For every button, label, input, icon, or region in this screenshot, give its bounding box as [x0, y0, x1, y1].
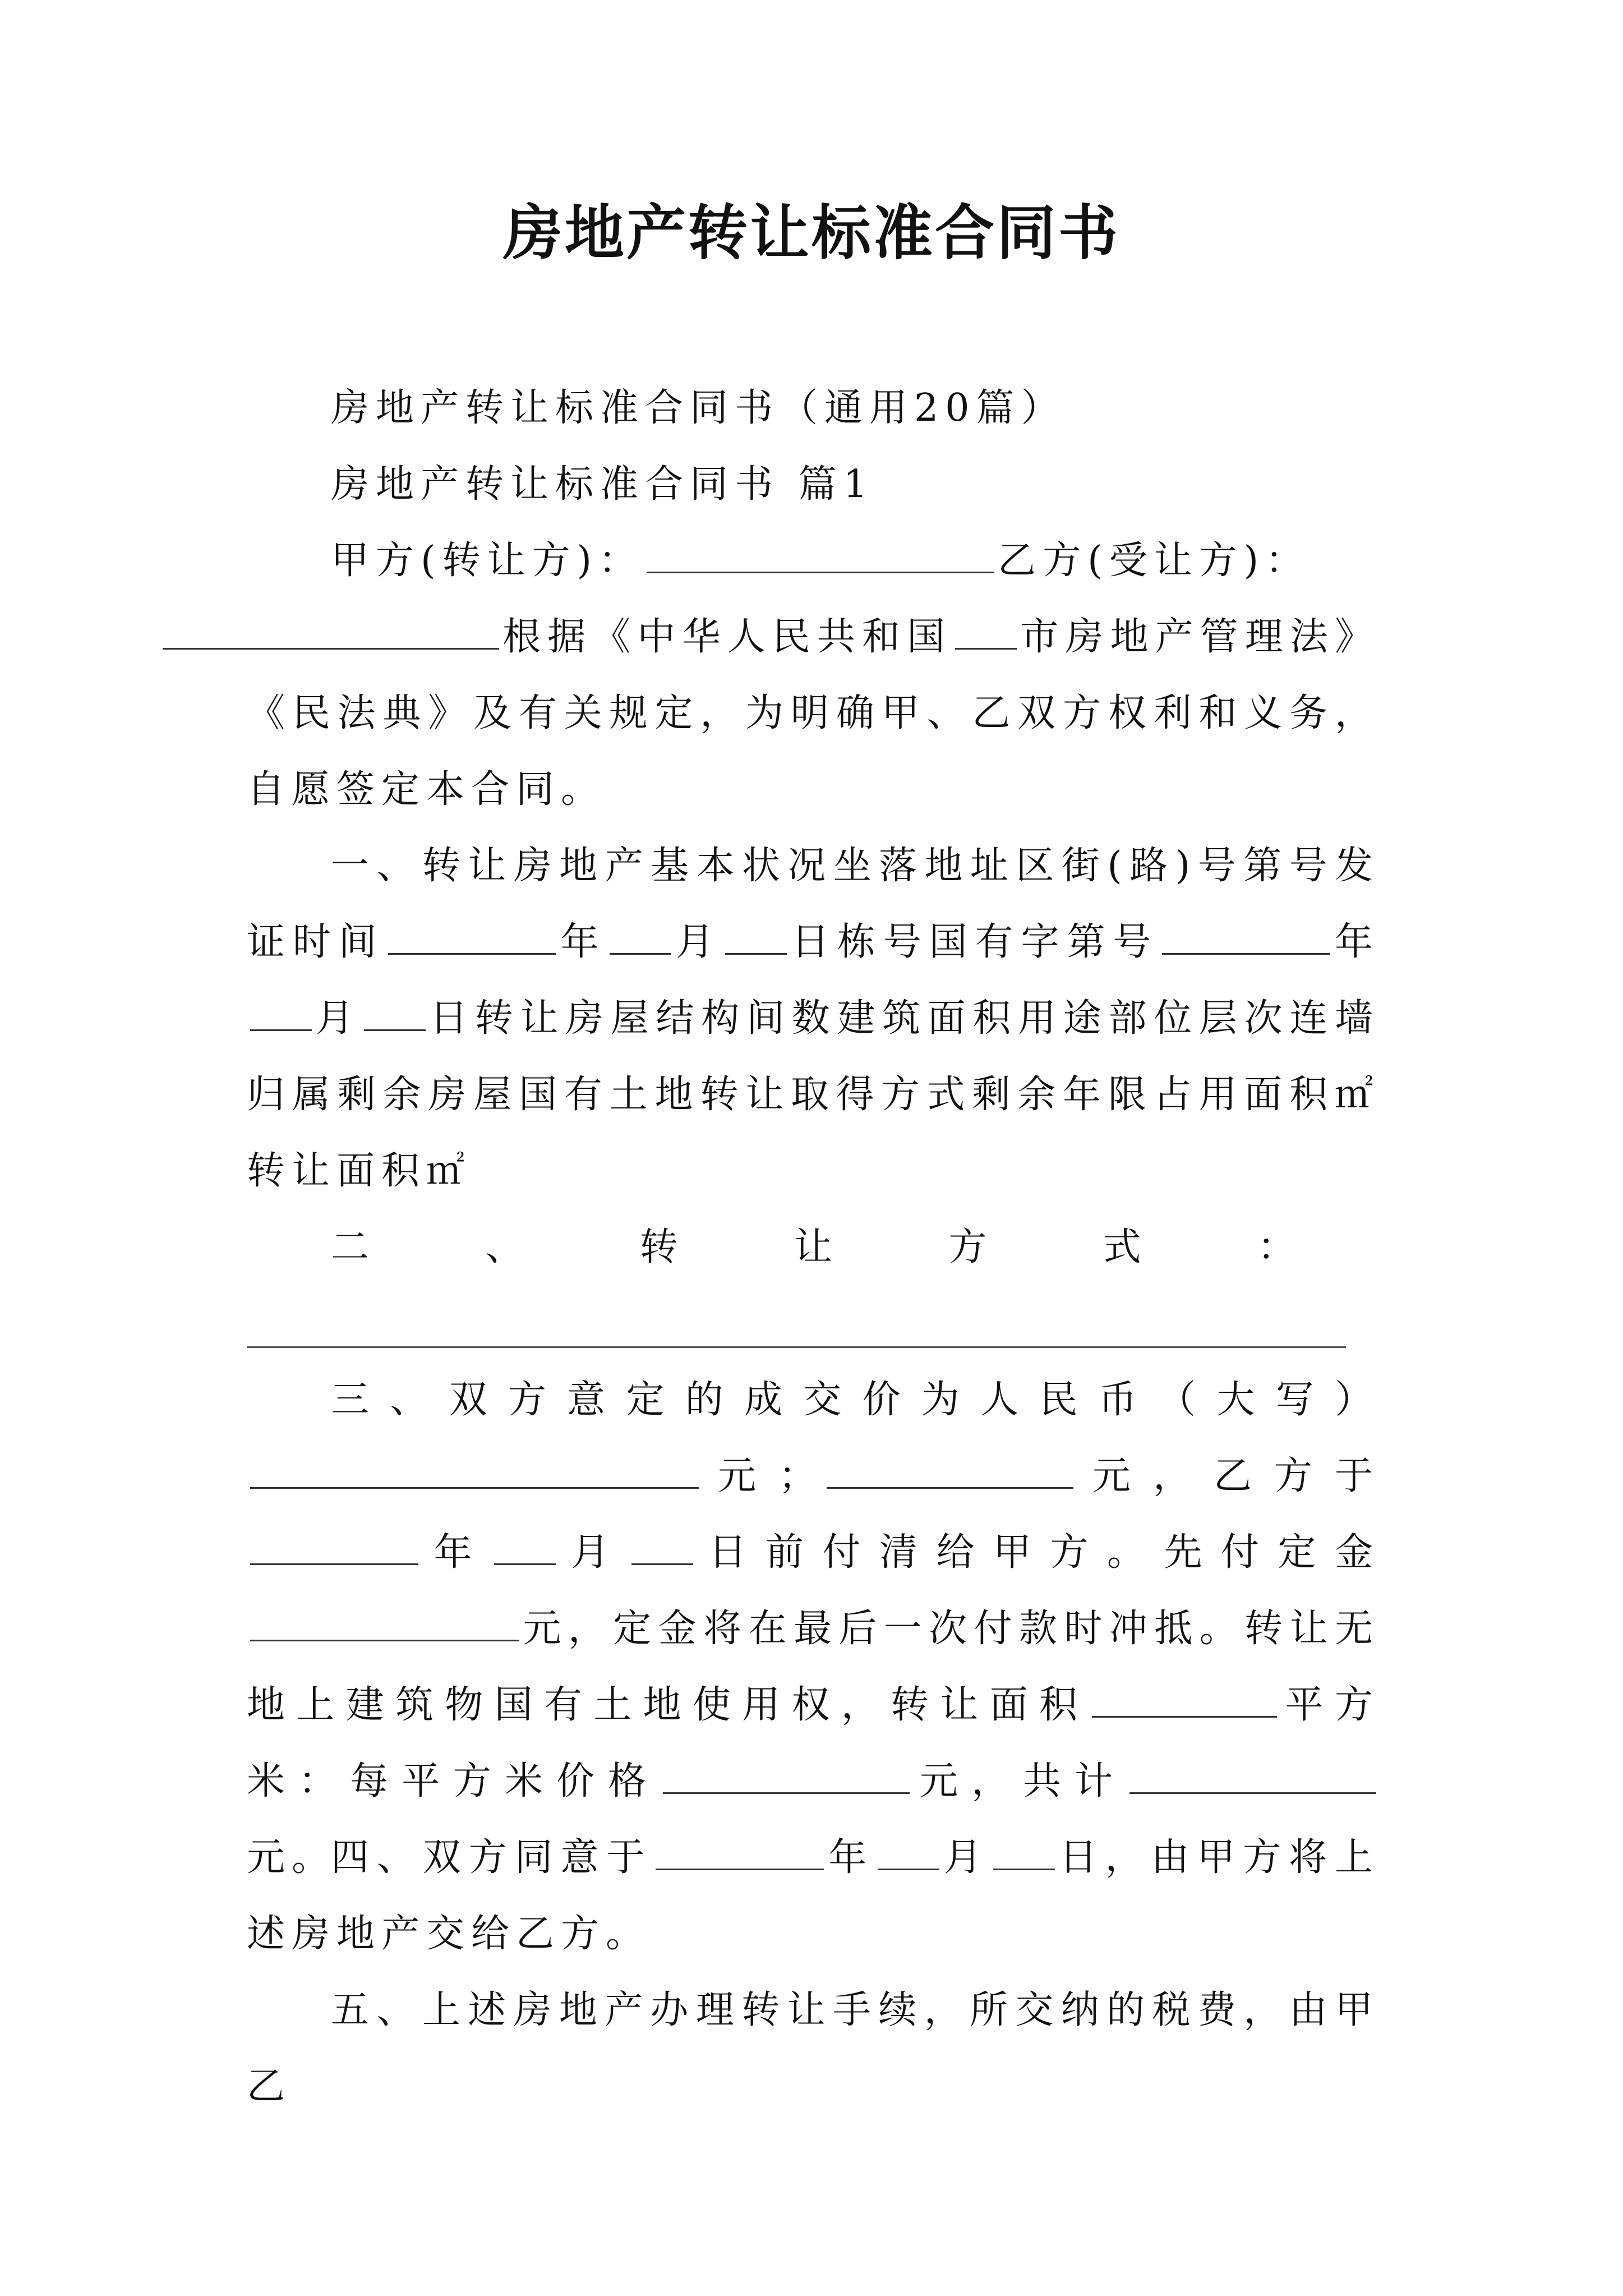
clause-3	[247, 1362, 1380, 1896]
clause-4	[247, 1820, 1380, 1972]
clause-2	[247, 1209, 1380, 1286]
month-label: 月	[675, 920, 722, 964]
year-label: 年	[827, 1835, 874, 1880]
clause2-text: 二、转让方式：	[331, 1225, 1380, 1269]
year-label: 年	[1334, 920, 1380, 964]
city-blank	[955, 606, 1017, 650]
price-blank	[827, 1446, 1073, 1489]
section-heading: 房地产转让标准合同书 篇1	[331, 462, 874, 507]
year-blank	[388, 912, 556, 955]
intro-text-1: 根据《中华人民共和国	[502, 615, 952, 659]
intro-paragraph	[247, 523, 1380, 828]
clause3-text-f: 元。	[247, 1835, 337, 1880]
party-a-blank	[647, 530, 994, 573]
clause3-yuan-2: 元，乙方于	[1077, 1454, 1380, 1498]
clause-1	[247, 828, 1380, 1209]
document-subtitle: 房地产转让标准合同书（通用20篇）	[331, 386, 1066, 430]
clause3-text-b: 日前付清给甲方。先付定金	[697, 1530, 1380, 1575]
month-blank	[610, 912, 671, 955]
party-a-label: 甲方(转让方)：	[331, 539, 644, 583]
day-blank	[364, 988, 426, 1031]
transfer-method-blank	[247, 1346, 1346, 1348]
year-blank	[656, 1827, 824, 1870]
price-uppercase-blank	[250, 1446, 699, 1489]
clause3-text-c: 元，定金将在最后一次付款时冲抵。转让无地上建筑物国有土地使用权，转让面积	[247, 1607, 1380, 1727]
party-b-label: 乙方(受让方)：	[998, 539, 1311, 583]
clause3-yuan-1: 元；	[702, 1454, 823, 1498]
day-blank	[725, 912, 787, 955]
clause4-text-b: 日，由甲方将上述房地产交给乙方。	[247, 1835, 1380, 1956]
year-blank	[250, 1522, 418, 1565]
party-b-blank	[163, 606, 499, 650]
clause4-text-a: 四、双方同意于	[331, 1835, 653, 1880]
area-blank	[1092, 1674, 1277, 1718]
document-title: 房地产转让标准合同书	[503, 197, 1120, 268]
clause1-text-c: 日转让房屋结构间数建筑面积用途部位层次连墙归属剩余房屋国有土地转让取得方式剩余年限占用面积㎡转让面积㎡	[247, 996, 1380, 1193]
intro-text-2: 市房地产管理法》《民法典》及有关规定，为明确甲、乙双方权利和义务，自愿签定本合同。	[247, 615, 1380, 812]
clause1-text-b: 日栋号国有字第号	[790, 920, 1159, 964]
day-blank	[993, 1827, 1055, 1870]
year-label: 年	[559, 920, 607, 964]
unit-price-blank	[663, 1751, 910, 1794]
day-blank	[631, 1522, 693, 1565]
year-label: 年	[422, 1530, 491, 1575]
clause1-text-a: 一、转让房地产基本状况坐落地址区街(路)号第号发证时间	[247, 844, 1380, 964]
clause3-text-e: 元，共计	[912, 1759, 1126, 1803]
month-label: 月	[942, 1835, 990, 1880]
month-label: 月	[315, 996, 361, 1041]
month-blank	[878, 1827, 939, 1870]
clause3-text-d: 平方米：每平方米价格	[247, 1683, 1380, 1803]
month-blank	[494, 1522, 556, 1565]
clause3-text-a: 三、双方意定的成交价为人民币（大写）	[331, 1378, 1380, 1422]
clause-5: 五、上述房地产办理转让手续，所交纳的税费，由甲乙	[247, 1988, 1380, 2109]
deposit-blank	[250, 1598, 519, 1641]
month-blank	[250, 988, 312, 1031]
total-blank	[1129, 1751, 1376, 1794]
year-blank	[1162, 912, 1330, 955]
month-label: 月	[559, 1530, 628, 1575]
